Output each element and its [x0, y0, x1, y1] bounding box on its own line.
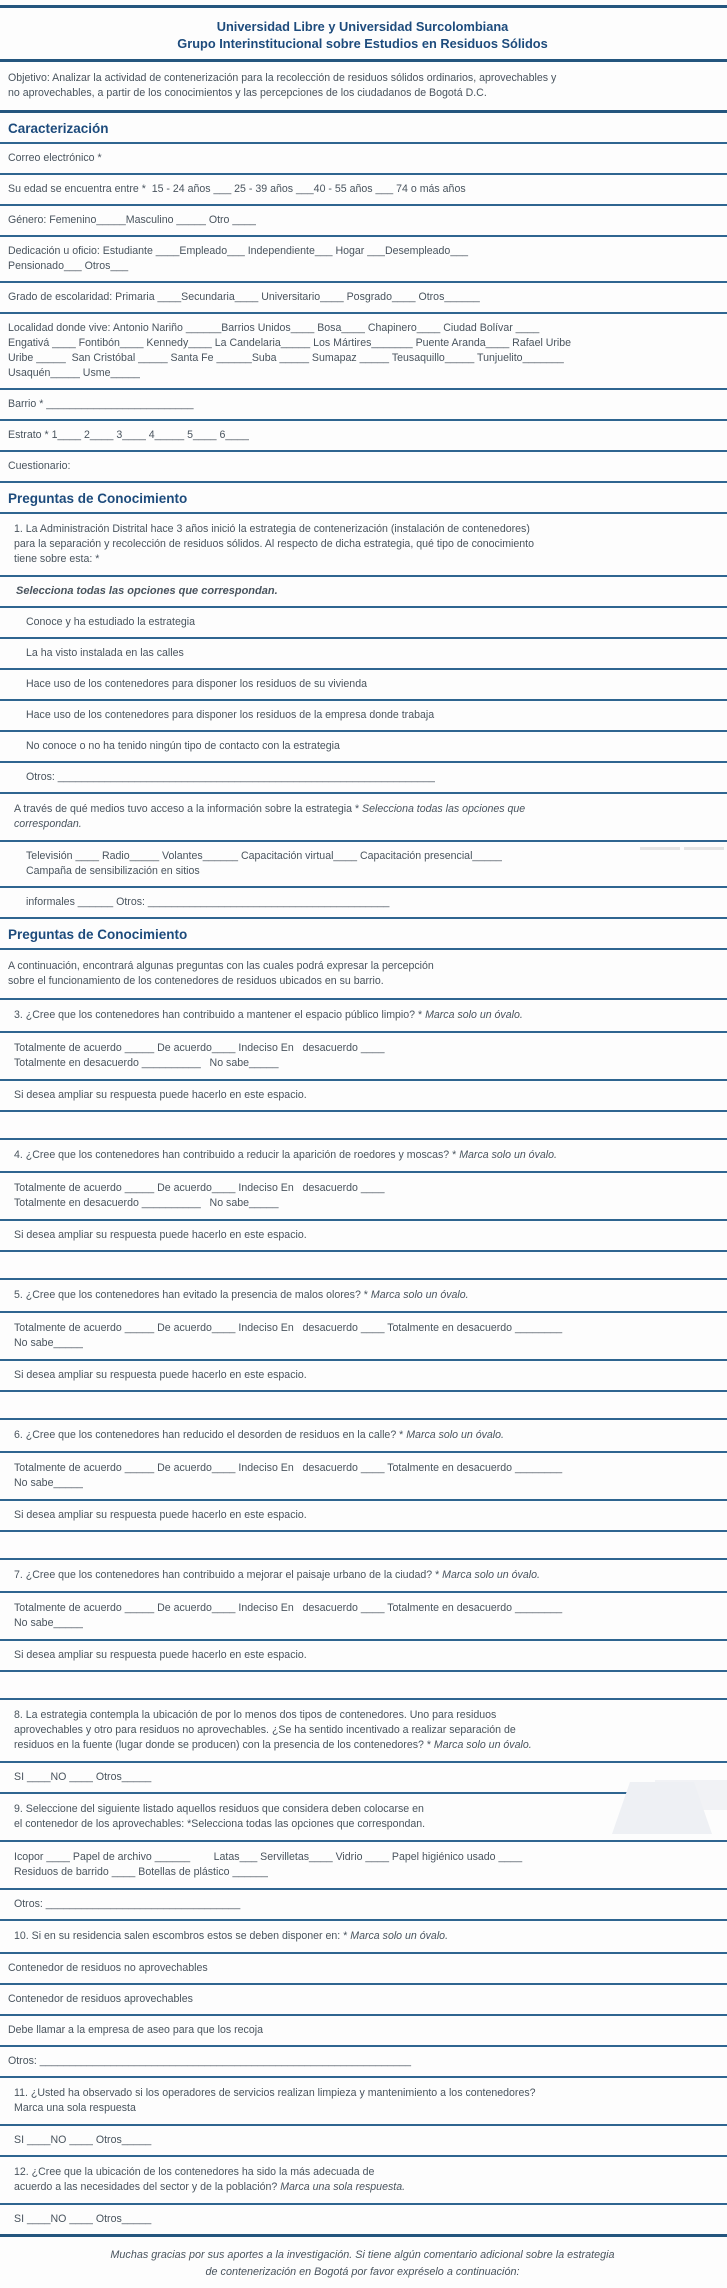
option-q1-otros	[0, 763, 727, 794]
option-q10-no-aprovechables	[0, 1954, 727, 1985]
answers-q4	[0, 1173, 727, 1221]
question-12-text: 12. ¿Cree que la ubicación de los contenedores ha sido la más adecuada de	[14, 2166, 375, 2178]
question-4-text: Marca solo un óvalo.	[459, 1149, 557, 1161]
answers-q8-sino-text: SI ____NO ____ Otros_____	[14, 1771, 152, 1783]
question-12-text: Marca una sola respuesta.	[280, 2181, 406, 2193]
question-9-text: 9. Seleccione del siguiente listado aquellos residuos que considera deben colocarse en	[14, 1803, 424, 1815]
option-q10-aprovechables	[0, 1985, 727, 2016]
field-cuestionario-text: Cuestionario:	[8, 460, 71, 472]
perception-intro-text: A continuación, encontrará algunas preguntas con las cuales podrá expresar la percepción	[8, 960, 434, 972]
expand-space-q5	[0, 1361, 727, 1392]
option-q2-informales-text: informales ______ Otros: _________________________________________	[26, 896, 390, 908]
field-correo-text: Correo electrónico *	[8, 152, 102, 164]
option-q1-uso-vivienda	[0, 670, 727, 701]
instruction-select-all	[0, 577, 727, 608]
answers-q12-sino	[0, 2205, 727, 2237]
blank-space-q3	[0, 1112, 727, 1140]
scroll-artifact-bar	[684, 847, 724, 850]
question-1-text: 1. La Administración Distrital hace 3 años inició la estrategia de contenerización (instalación de contenedores)	[14, 523, 530, 535]
closing-note-text: de contenerización en Bogotá por favor expréselo a continuación:	[205, 2266, 520, 2278]
field-escolaridad	[0, 283, 727, 314]
field-dedicacion-text: Pensionado___ Otros___	[8, 260, 129, 272]
answers-q3-text: Totalmente de acuerdo _____ De acuerdo____ Indeciso En desacuerdo ____	[14, 1042, 385, 1054]
option-q1-conoce-text: Conoce y ha estudiado la estrategia	[26, 616, 196, 628]
objective-paragraph-text: no aprovechables, a partir de los conocimientos y las percepciones de los ciudadanos de Bogotá D.C.	[8, 87, 487, 99]
answers-q7	[0, 1593, 727, 1641]
instruction-select-all-text: Selecciona todas las opciones que correspondan.	[16, 585, 278, 597]
question-7-text: Marca solo un óvalo.	[442, 1569, 540, 1581]
document-title-text: Grupo Interinstitucional sobre Estudios en Residuos Sólidos	[177, 36, 548, 51]
answers-q3-text: Totalmente en desacuerdo __________ No sabe_____	[14, 1057, 279, 1069]
field-barrio-text: Barrio * _________________________	[8, 398, 194, 410]
question-12-text: acuerdo a las necesidades del sector y de la población?	[14, 2181, 281, 2193]
option-q1-otros-text: Otros: ________________________________________________________________	[26, 771, 435, 783]
option-q1-vista	[0, 639, 727, 670]
question-4-text: 4. ¿Cree que los contenedores han contribuido a reducir la aparición de roedores y moscas? *	[14, 1149, 460, 1161]
expand-space-q3	[0, 1081, 727, 1112]
option-q10-otros	[0, 2047, 727, 2078]
option-q10-otros-text: Otros: _______________________________________________________________	[8, 2055, 411, 2067]
question-11	[0, 2078, 727, 2126]
option-q10-empresa-aseo	[0, 2016, 727, 2047]
blank-space-q6	[0, 1532, 727, 1560]
question-9-text: el contenedor de los aprovechables: *Selecciona todas las opciones que correspondan.	[14, 1818, 426, 1830]
field-edad-text: Su edad se encuentra entre * 15 - 24 años ___ 25 - 39 años ___40 - 55 años ___ 74 o más años	[8, 183, 466, 195]
field-cuestionario	[0, 452, 727, 483]
perception-intro	[0, 950, 727, 1000]
question-1	[0, 514, 727, 577]
scroll-artifact-bar	[640, 847, 680, 850]
question-10-text: Marca solo un óvalo.	[350, 1930, 449, 1942]
option-q1-no-conoce	[0, 732, 727, 763]
question-3-text: 3. ¿Cree que los contenedores han contribuido a mantener el espacio público limpio? *	[14, 1009, 426, 1021]
question-5-text: 5. ¿Cree que los contenedores han evitado la presencia de malos olores? *	[14, 1289, 371, 1301]
field-dedicacion-text: Dedicación u oficio: Estudiante ____Empleado___ Independiente___ Hogar ___Desempleado___	[8, 245, 468, 257]
field-escolaridad-text: Grado de escolaridad: Primaria ____Secundaria____ Universitario____ Posgrado____ Otros______	[8, 291, 480, 303]
option-q2-medios-text: Televisión ____ Radio_____ Volantes______ Capacitación virtual____ Capacitación presencial_____	[26, 850, 502, 862]
field-localidad-text: Usaquén_____ Usme_____	[8, 367, 140, 379]
question-8-text: aprovechables y otro para residuos no aprovechables. ¿Se ha sentido incentivado a realizar separación de	[14, 1724, 516, 1736]
section-heading-caracterizacion	[0, 113, 727, 144]
answers-q9-residuos-text: Icopor ____ Papel de archivo ______ Latas___ Servilletas____ Vidrio ____ Papel higiénico usado ____	[14, 1851, 523, 1863]
answers-q3	[0, 1033, 727, 1081]
question-7	[0, 1560, 727, 1593]
field-localidad-text: Uribe _____ San Cristóbal _____ Santa Fe ______Suba _____ Sumapaz _____ Teusaquillo_____ Tunjuelito_______	[8, 352, 564, 364]
answers-q6-text: No sabe_____	[14, 1477, 83, 1489]
top-rule	[0, 0, 727, 8]
perception-intro-text: sobre el funcionamiento de los contenedores de residuos ubicados en su barrio.	[8, 975, 384, 987]
question-1-text: para la separación y recolección de residuos sólidos. Al respecto de dicha estrategia, qué tipo de conocimiento	[14, 538, 534, 550]
question-5	[0, 1280, 727, 1313]
answers-q4-text: Totalmente de acuerdo _____ De acuerdo____ Indeciso En desacuerdo ____	[14, 1182, 385, 1194]
closing-note	[0, 2237, 727, 2288]
answers-q4-text: Totalmente en desacuerdo __________ No sabe_____	[14, 1197, 279, 1209]
option-q2-medios-text: Campaña de sensibilización en sitios	[26, 865, 200, 877]
field-localidad	[0, 314, 727, 390]
question-8-text: residuos en la fuente (lugar donde se producen) con la presencia de los contenedores? *	[14, 1739, 434, 1751]
answers-q6-text: Totalmente de acuerdo _____ De acuerdo____ Indeciso En desacuerdo ____ Totalmente en desacuerdo ________	[14, 1462, 563, 1474]
option-q1-uso-vivienda-text: Hace uso de los contenedores para disponer los residuos de su vivienda	[26, 678, 367, 690]
question-11-text: Marca una sola respuesta	[14, 2102, 136, 2114]
section-heading-preguntas-2-text: Preguntas de Conocimiento	[8, 927, 188, 942]
objective-paragraph-text: Objetivo: Analizar la actividad de contenerización para la recolección de residuos sólidos ordinarios, aprovechables y	[8, 72, 557, 84]
option-q1-vista-text: La ha visto instalada en las calles	[26, 647, 184, 659]
expand-space-q6-text: Si desea ampliar su respuesta puede hacerlo en este espacio.	[14, 1509, 307, 1521]
blank-space-q5	[0, 1392, 727, 1420]
answers-q5-text: Totalmente de acuerdo _____ De acuerdo____ Indeciso En desacuerdo ____ Totalmente en desacuerdo ________	[14, 1322, 563, 1334]
question-2-medios	[0, 794, 727, 842]
option-q10-no-aprovechables-text: Contenedor de residuos no aprovechables	[8, 1962, 208, 1974]
answers-q8-sino	[0, 1763, 727, 1794]
question-4	[0, 1140, 727, 1173]
question-3-text: Marca solo un óvalo.	[425, 1009, 523, 1021]
field-localidad-text: Engativá ____ Fontibón____ Kennedy____ La Candelaria_____ Los Mártires_______ Puente Aranda____ Rafael Uribe	[8, 337, 572, 349]
field-barrio	[0, 390, 727, 421]
question-5-text: Marca solo un óvalo.	[370, 1289, 469, 1301]
question-8-text: Marca solo un óvalo.	[433, 1739, 532, 1751]
expand-space-q4	[0, 1221, 727, 1252]
expand-space-q3-text: Si desea ampliar su respuesta puede hacerlo en este espacio.	[14, 1089, 307, 1101]
answers-q9-residuos-text: Residuos de barrido ____ Botellas de plástico ______	[14, 1866, 268, 1878]
question-8-text: 8. La estrategia contempla la ubicación de por lo menos dos tipos de contenedores. Uno para residuos	[14, 1709, 497, 1721]
answers-q12-sino-text: SI ____NO ____ Otros_____	[14, 2213, 152, 2225]
document-title	[0, 8, 727, 62]
field-genero-text: Género: Femenino_____Masculino _____ Otro ____	[8, 214, 256, 226]
option-q1-conoce	[0, 608, 727, 639]
objective-paragraph	[0, 62, 727, 113]
answers-q5	[0, 1313, 727, 1361]
field-edad	[0, 175, 727, 206]
option-q1-no-conoce-text: No conoce o no ha tenido ningún tipo de contacto con la estrategia	[26, 740, 340, 752]
blank-space-q7	[0, 1672, 727, 1700]
question-2-medios-text: Selecciona todas las opciones que	[362, 803, 526, 815]
answers-q9-otros-text: Otros: _________________________________	[14, 1898, 241, 1910]
section-heading-caracterizacion-text: Caracterización	[8, 121, 109, 136]
option-q1-uso-empresa-text: Hace uso de los contenedores para disponer los residuos de la empresa donde trabaja	[26, 709, 435, 721]
answers-q9-otros	[0, 1890, 727, 1921]
question-6-text: 6. ¿Cree que los contenedores han reducido el desorden de residuos en la calle? *	[14, 1429, 407, 1441]
question-10	[0, 1921, 727, 1954]
blank-space-q4	[0, 1252, 727, 1280]
answers-q6	[0, 1453, 727, 1501]
question-10-text: 10. Si en su residencia salen escombros estos se deben disponer en: *	[14, 1930, 351, 1942]
expand-space-q4-text: Si desea ampliar su respuesta puede hacerlo en este espacio.	[14, 1229, 307, 1241]
option-q2-informales	[0, 888, 727, 919]
answers-q5-text: No sabe_____	[14, 1337, 83, 1349]
answers-q7-text: Totalmente de acuerdo _____ De acuerdo____ Indeciso En desacuerdo ____ Totalmente en desacuerdo ________	[14, 1602, 563, 1614]
expand-space-q7-text: Si desea ampliar su respuesta puede hacerlo en este espacio.	[14, 1649, 307, 1661]
answers-q9-residuos	[0, 1842, 727, 1890]
option-q1-uso-empresa	[0, 701, 727, 732]
question-7-text: 7. ¿Cree que los contenedores han contribuido a mejorar el paisaje urbano de la ciudad? *	[14, 1569, 443, 1581]
answers-q11-sino-text: SI ____NO ____ Otros_____	[14, 2134, 152, 2146]
question-6	[0, 1420, 727, 1453]
question-2-medios-text: correspondan.	[14, 818, 82, 830]
question-6-text: Marca solo un óvalo.	[406, 1429, 504, 1441]
option-q2-medios	[0, 842, 727, 888]
field-estrato-text: Estrato * 1____ 2____ 3____ 4_____ 5____ 6____	[8, 429, 249, 441]
section-heading-preguntas-1	[0, 483, 727, 514]
section-heading-preguntas-1-text: Preguntas de Conocimiento	[8, 491, 188, 506]
option-q10-empresa-aseo-text: Debe llamar a la empresa de aseo para que los recoja	[8, 2024, 263, 2036]
document-title-text: Universidad Libre y Universidad Surcolombiana	[216, 19, 509, 34]
question-2-medios-text: A través de qué medios tuvo acceso a la información sobre la estrategia *	[14, 803, 363, 815]
question-11-text: 11. ¿Usted ha observado si los operadores de servicios realizan limpieza y mantenimiento a los contenedores?	[14, 2087, 536, 2099]
answers-q11-sino	[0, 2126, 727, 2157]
field-estrato	[0, 421, 727, 452]
expand-space-q7	[0, 1641, 727, 1672]
answers-q7-text: No sabe_____	[14, 1617, 83, 1629]
field-dedicacion	[0, 237, 727, 283]
option-q10-aprovechables-text: Contenedor de residuos aprovechables	[8, 1993, 193, 2005]
question-12	[0, 2157, 727, 2205]
closing-note-text: Muchas gracias por sus aportes a la investigación. Si tiene algún comentario adicional sobre la estrategia	[110, 2249, 615, 2261]
field-localidad-text: Localidad donde vive: Antonio Nariño ______Barrios Unidos____ Bosa____ Chapinero____ Ciudad Bolívar ____	[8, 322, 540, 334]
expand-space-q5-text: Si desea ampliar su respuesta puede hacerlo en este espacio.	[14, 1369, 307, 1381]
question-3	[0, 1000, 727, 1033]
section-heading-preguntas-2	[0, 919, 727, 950]
field-correo	[0, 144, 727, 175]
question-8	[0, 1700, 727, 1763]
question-1-text: tiene sobre esta: *	[14, 553, 100, 565]
field-genero	[0, 206, 727, 237]
expand-space-q6	[0, 1501, 727, 1532]
